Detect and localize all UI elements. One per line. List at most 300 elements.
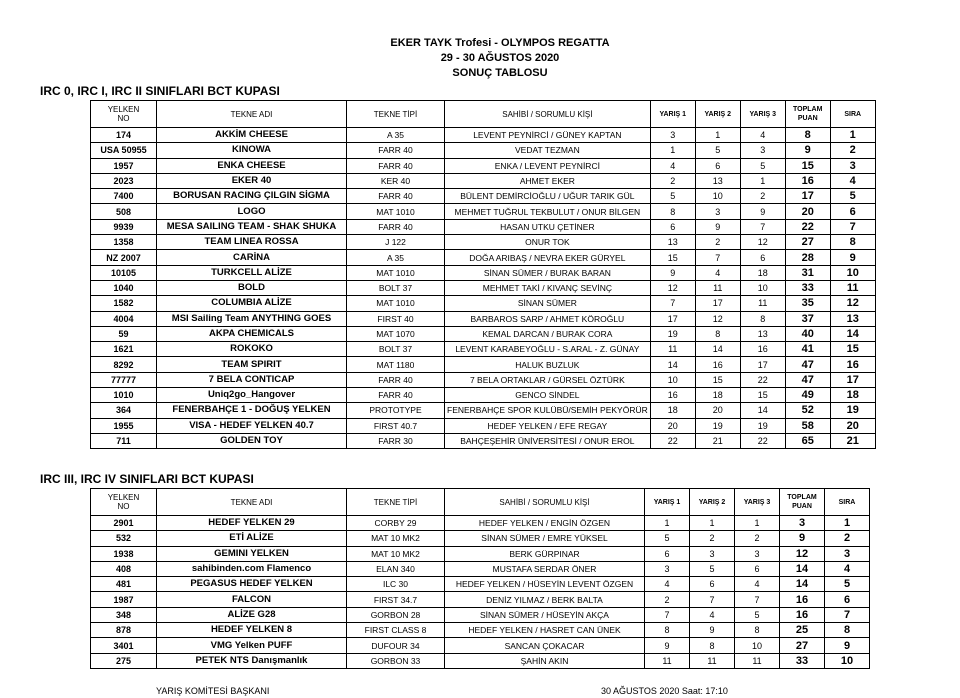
race-3: 14: [740, 403, 785, 418]
race-2: 7: [690, 592, 735, 607]
position: 3: [825, 546, 870, 561]
boat-type: GORBON 28: [347, 607, 445, 622]
race-2: 8: [695, 326, 740, 341]
owner: SİNAN SÜMER / BURAK BARAN: [445, 265, 651, 280]
sail-no: 711: [91, 433, 157, 448]
sail-no: 348: [91, 607, 157, 622]
col-boat-type: [347, 489, 445, 516]
boat-type: MAT 1180: [347, 357, 445, 372]
boat-name: sahibinden.com Flamenco: [157, 561, 347, 576]
owner: ENKA / LEVENT PEYNİRCİ: [445, 158, 651, 173]
table-row: [91, 250, 876, 265]
sail-no: 878: [91, 623, 157, 638]
position: 16: [830, 357, 875, 372]
col-race-3-label: YARIŞ 3: [749, 110, 777, 118]
position: 5: [830, 189, 875, 204]
boat-name: PETEK NTS Danışmanlık: [157, 653, 347, 668]
table-row: [91, 577, 870, 592]
race-2: 4: [690, 607, 735, 622]
total-points: 58: [785, 418, 830, 433]
race-1: 2: [650, 173, 695, 188]
race-3: 4: [740, 128, 785, 143]
doc-title-line1: EKER TAYK Trofesi - OLYMPOS REGATTA: [390, 37, 610, 49]
boat-type: FIRST 40: [347, 311, 445, 326]
col-boat-name-label: TEKNE ADI: [230, 497, 273, 507]
footer-committee: YARIŞ KOMİTESİ BAŞKANI: [156, 686, 270, 696]
section2-title: IRC III, IRC IV SINIFLARI BCT KUPASI: [40, 472, 254, 486]
table-row: [91, 204, 876, 219]
race-1: 13: [650, 235, 695, 250]
table-row: [91, 128, 876, 143]
total-points: 9: [780, 531, 825, 546]
col-boat-name: [157, 489, 347, 516]
boat-name: ENKA CHEESE: [157, 158, 347, 173]
total-points: 28: [785, 250, 830, 265]
owner: LEVENT PEYNİRCİ / GÜNEY KAPTAN: [445, 128, 651, 143]
race-1: 7: [650, 296, 695, 311]
table-row: [91, 561, 870, 576]
race-1: 6: [645, 546, 690, 561]
table-row: [91, 372, 876, 387]
race-1: 2: [645, 592, 690, 607]
table-row: [91, 219, 876, 234]
owner: HEDEF YELKEN / HÜSEYİN LEVENT ÖZGEN: [445, 577, 645, 592]
owner: SİNAN SÜMER / EMRE YÜKSEL: [445, 531, 645, 546]
race-1: 1: [645, 516, 690, 531]
sail-no: 174: [91, 128, 157, 143]
position: 10: [830, 265, 875, 280]
position: 2: [830, 143, 875, 158]
position: 7: [825, 607, 870, 622]
owner: AHMET EKER: [445, 173, 651, 188]
position: 3: [830, 158, 875, 173]
total-points: 17: [785, 189, 830, 204]
col-owner-label: SAHİBİ / SORUMLU KİŞİ: [499, 497, 590, 507]
race-2: 18: [695, 388, 740, 403]
race-3: 10: [740, 280, 785, 295]
race-1: 22: [650, 433, 695, 448]
boat-type: FIRST CLASS 8: [347, 623, 445, 638]
results-table-2: [90, 488, 870, 669]
boat-type: MAT 1010: [347, 204, 445, 219]
position: 18: [830, 388, 875, 403]
race-1: 11: [650, 342, 695, 357]
total-points: 27: [780, 638, 825, 653]
owner: VEDAT TEZMAN: [445, 143, 651, 158]
position: 5: [825, 577, 870, 592]
boat-type: MAT 1010: [347, 296, 445, 311]
col-race-2-label: YARIŞ 2: [704, 110, 732, 118]
race-2: 14: [695, 342, 740, 357]
race-1: 9: [645, 638, 690, 653]
owner: BÜLENT DEMİRCİOĞLU / UĞUR TARIK GÜL: [445, 189, 651, 204]
col-sail-no-label: YELKEN: [107, 493, 140, 502]
position: 21: [830, 433, 875, 448]
total-points: 52: [785, 403, 830, 418]
boat-type: MAT 10 MK2: [347, 546, 445, 561]
race-2: 9: [695, 219, 740, 234]
doc-title-line3: SONUÇ TABLOSU: [452, 67, 548, 79]
race-2: 2: [695, 235, 740, 250]
col-sail-no: [91, 101, 157, 128]
total-points: 3: [780, 516, 825, 531]
col-boat-type-label: TEKNE TİPİ: [373, 497, 418, 507]
owner: DENİZ YILMAZ / BERK BALTA: [445, 592, 645, 607]
race-2: 2: [690, 531, 735, 546]
col-owner: [445, 101, 651, 128]
position: 14: [830, 326, 875, 341]
boat-type: FARR 40: [347, 189, 445, 204]
sail-no: 532: [91, 531, 157, 546]
race-3: 18: [740, 265, 785, 280]
race-3: 2: [740, 189, 785, 204]
race-1: 1: [650, 143, 695, 158]
position: 4: [825, 561, 870, 576]
table-row: [91, 143, 876, 158]
race-1: 14: [650, 357, 695, 372]
race-2: 11: [690, 653, 735, 668]
race-2: 8: [690, 638, 735, 653]
boat-name: ROKOKO: [157, 342, 347, 357]
sail-no: 3401: [91, 638, 157, 653]
boat-name: VISA - HEDEF YELKEN 40.7: [157, 418, 347, 433]
results-table-1: [90, 100, 876, 449]
sail-no: 1955: [91, 418, 157, 433]
sail-no: 9939: [91, 219, 157, 234]
boat-type: A 35: [347, 250, 445, 265]
total-points: 33: [785, 280, 830, 295]
table-row: [91, 531, 870, 546]
race-3: 9: [740, 204, 785, 219]
position: 13: [830, 311, 875, 326]
boat-name: ETİ ALİZE: [157, 531, 347, 546]
race-3: 1: [735, 516, 780, 531]
sail-no: 10105: [91, 265, 157, 280]
sail-no: 275: [91, 653, 157, 668]
header-row: [91, 489, 870, 516]
race-2: 15: [695, 372, 740, 387]
sail-no: 1582: [91, 296, 157, 311]
owner: HEDEF YELKEN / ENGİN ÖZGEN: [445, 516, 645, 531]
boat-name: LOGO: [157, 204, 347, 219]
race-2: 1: [690, 516, 735, 531]
boat-name: PEGASUS HEDEF YELKEN: [157, 577, 347, 592]
table-row: [91, 235, 876, 250]
total-points: 16: [780, 607, 825, 622]
sail-no: 1621: [91, 342, 157, 357]
boat-type: MAT 1070: [347, 326, 445, 341]
race-3: 7: [740, 219, 785, 234]
boat-name: VMG Yelken PUFF: [157, 638, 347, 653]
race-1: 11: [645, 653, 690, 668]
total-points: 22: [785, 219, 830, 234]
sail-no: 2901: [91, 516, 157, 531]
boat-type: FARR 40: [347, 372, 445, 387]
race-3: 22: [740, 433, 785, 448]
boat-type: FARR 40: [347, 219, 445, 234]
race-1: 19: [650, 326, 695, 341]
race-2: 6: [695, 158, 740, 173]
col-owner: [445, 489, 645, 516]
position: 8: [825, 623, 870, 638]
race-3: 11: [740, 296, 785, 311]
col-race-1-label: YARIŞ 1: [653, 498, 681, 506]
boat-type: FARR 40: [347, 158, 445, 173]
col-position: [830, 101, 875, 128]
race-2: 9: [690, 623, 735, 638]
table-row: [91, 173, 876, 188]
owner: KEMAL DARCAN / BURAK CORA: [445, 326, 651, 341]
boat-name: KINOWA: [157, 143, 347, 158]
owner: SANCAN ÇOKACAR: [445, 638, 645, 653]
position: 1: [830, 128, 875, 143]
table-row: [91, 653, 870, 668]
race-2: 10: [695, 189, 740, 204]
col-race-2-label: YARIŞ 2: [698, 498, 726, 506]
race-3: 2: [735, 531, 780, 546]
boat-name: ALİZE G28: [157, 607, 347, 622]
position: 12: [830, 296, 875, 311]
race-3: 8: [735, 623, 780, 638]
boat-name: AKPA CHEMICALS: [157, 326, 347, 341]
col-boat-name: [157, 101, 347, 128]
total-points: 14: [780, 577, 825, 592]
total-points: 27: [785, 235, 830, 250]
boat-type: CORBY 29: [347, 516, 445, 531]
boat-type: BOLT 37: [347, 280, 445, 295]
total-points: 35: [785, 296, 830, 311]
race-2: 7: [695, 250, 740, 265]
race-2: 13: [695, 173, 740, 188]
race-1: 5: [645, 531, 690, 546]
position: 9: [830, 250, 875, 265]
table-row: [91, 388, 876, 403]
sail-no: 4004: [91, 311, 157, 326]
col-position: [825, 489, 870, 516]
boat-name: GEMINI YELKEN: [157, 546, 347, 561]
boat-name: MSI Sailing Team ANYTHING GOES: [157, 311, 347, 326]
owner: BAHÇEŞEHİR ÜNİVERSİTESİ / ONUR EROL: [445, 433, 651, 448]
owner: HASAN UTKU ÇETİNER: [445, 219, 651, 234]
position: 7: [830, 219, 875, 234]
position: 6: [830, 204, 875, 219]
race-1: 16: [650, 388, 695, 403]
race-2: 3: [690, 546, 735, 561]
race-1: 5: [650, 189, 695, 204]
race-3: 3: [740, 143, 785, 158]
total-points: 47: [785, 372, 830, 387]
position: 2: [825, 531, 870, 546]
sail-no: 1987: [91, 592, 157, 607]
owner: BARBAROS SARP / AHMET KÖROĞLU: [445, 311, 651, 326]
race-1: 4: [650, 158, 695, 173]
col-race-2: [690, 489, 735, 516]
total-points: 12: [780, 546, 825, 561]
sail-no: NZ 2007: [91, 250, 157, 265]
owner: 7 BELA ORTAKLAR / GÜRSEL ÖZTÜRK: [445, 372, 651, 387]
race-1: 12: [650, 280, 695, 295]
col-position-label: SIRA: [838, 498, 856, 506]
sail-no: 1358: [91, 235, 157, 250]
boat-type: ILC 30: [347, 577, 445, 592]
total-points: 41: [785, 342, 830, 357]
total-points: 65: [785, 433, 830, 448]
race-3: 5: [740, 158, 785, 173]
owner: GENCO SİNDEL: [445, 388, 651, 403]
position: 17: [830, 372, 875, 387]
boat-name: MESA SAILING TEAM - SHAK SHUKA: [157, 219, 347, 234]
total-points: 9: [785, 143, 830, 158]
boat-name: TURKCELL ALİZE: [157, 265, 347, 280]
boat-name: HEDEF YELKEN 8: [157, 623, 347, 638]
owner: MEHMET TUĞRUL TEKBULUT / ONUR BİLGEN: [445, 204, 651, 219]
race-1: 17: [650, 311, 695, 326]
race-3: 6: [740, 250, 785, 265]
table-row: [91, 357, 876, 372]
sail-no: 59: [91, 326, 157, 341]
col-sail-no: [91, 489, 157, 516]
table-row: [91, 433, 876, 448]
boat-type: FARR 40: [347, 143, 445, 158]
table-row: [91, 342, 876, 357]
sail-no: 8292: [91, 357, 157, 372]
col-total-label: PUAN: [792, 503, 812, 510]
boat-type: J 122: [347, 235, 445, 250]
boat-type: MAT 10 MK2: [347, 531, 445, 546]
position: 1: [825, 516, 870, 531]
race-2: 6: [690, 577, 735, 592]
col-boat-type-label: TEKNE TİPİ: [373, 109, 418, 119]
boat-name: Uniq2go_Hangover: [157, 388, 347, 403]
table-row: [91, 311, 876, 326]
race-1: 3: [645, 561, 690, 576]
total-points: 49: [785, 388, 830, 403]
sail-no: 1040: [91, 280, 157, 295]
race-2: 5: [695, 143, 740, 158]
race-1: 8: [650, 204, 695, 219]
boat-type: FARR 40: [347, 388, 445, 403]
table-row: [91, 296, 876, 311]
boat-type: MAT 1010: [347, 265, 445, 280]
race-3: 10: [735, 638, 780, 653]
col-race-2: [695, 101, 740, 128]
boat-type: KER 40: [347, 173, 445, 188]
race-3: 16: [740, 342, 785, 357]
race-3: 17: [740, 357, 785, 372]
owner: HEDEF YELKEN / EFE REGAY: [445, 418, 651, 433]
position: 9: [825, 638, 870, 653]
race-1: 8: [645, 623, 690, 638]
owner: DOĞA ARIBAŞ / NEVRA EKER GÜRYEL: [445, 250, 651, 265]
race-2: 1: [695, 128, 740, 143]
race-3: 12: [740, 235, 785, 250]
race-3: 8: [740, 311, 785, 326]
sail-no: 1938: [91, 546, 157, 561]
sail-no: USA 50955: [91, 143, 157, 158]
table-row: [91, 516, 870, 531]
boat-name: AKKİM CHEESE: [157, 128, 347, 143]
col-boat-name-label: TEKNE ADI: [230, 109, 273, 119]
col-race-3-label: YARIŞ 3: [743, 498, 771, 506]
race-2: 17: [695, 296, 740, 311]
owner: HEDEF YELKEN / HASRET CAN ÜNEK: [445, 623, 645, 638]
col-total-label: TOPLAM: [787, 494, 817, 501]
col-race-1-label: YARIŞ 1: [659, 110, 687, 118]
col-race-1: [645, 489, 690, 516]
total-points: 16: [785, 173, 830, 188]
table-row: [91, 418, 876, 433]
position: 4: [830, 173, 875, 188]
col-total-label: TOPLAM: [793, 106, 823, 113]
sail-no: 2023: [91, 173, 157, 188]
table-row: [91, 280, 876, 295]
race-3: 13: [740, 326, 785, 341]
boat-name: EKER 40: [157, 173, 347, 188]
table-row: [91, 326, 876, 341]
total-points: 14: [780, 561, 825, 576]
race-1: 7: [645, 607, 690, 622]
position: 19: [830, 403, 875, 418]
race-1: 18: [650, 403, 695, 418]
boat-name: TEAM LINEA ROSSA: [157, 235, 347, 250]
race-1: 15: [650, 250, 695, 265]
total-points: 16: [780, 592, 825, 607]
race-3: 19: [740, 418, 785, 433]
boat-name: FENERBAHÇE 1 - DOĞUŞ YELKEN: [157, 403, 347, 418]
race-3: 6: [735, 561, 780, 576]
col-sail-no-label: YELKEN: [107, 105, 140, 114]
total-points: 47: [785, 357, 830, 372]
owner: HALUK BUZLUK: [445, 357, 651, 372]
col-total: [785, 101, 830, 128]
table-row: [91, 546, 870, 561]
race-2: 3: [695, 204, 740, 219]
boat-name: HEDEF YELKEN 29: [157, 516, 347, 531]
sail-no: 1010: [91, 388, 157, 403]
owner: MUSTAFA SERDAR ÖNER: [445, 561, 645, 576]
boat-type: BOLT 37: [347, 342, 445, 357]
table-row: [91, 403, 876, 418]
col-total: [780, 489, 825, 516]
owner: ŞAHİN AKIN: [445, 653, 645, 668]
col-boat-type: [347, 101, 445, 128]
col-sail-no-label: NO: [117, 502, 130, 511]
race-3: 3: [735, 546, 780, 561]
boat-type: FARR 30: [347, 433, 445, 448]
race-3: 15: [740, 388, 785, 403]
position: 11: [830, 280, 875, 295]
sail-no: 7400: [91, 189, 157, 204]
position: 8: [830, 235, 875, 250]
total-points: 15: [785, 158, 830, 173]
col-owner-label: SAHİBİ / SORUMLU KİŞİ: [502, 109, 593, 119]
table-row: [91, 158, 876, 173]
position: 6: [825, 592, 870, 607]
col-race-1: [650, 101, 695, 128]
position: 10: [825, 653, 870, 668]
total-points: 40: [785, 326, 830, 341]
table-row: [91, 265, 876, 280]
race-3: 22: [740, 372, 785, 387]
boat-name: CARİNA: [157, 250, 347, 265]
race-1: 20: [650, 418, 695, 433]
total-points: 25: [780, 623, 825, 638]
race-2: 5: [690, 561, 735, 576]
race-1: 9: [650, 265, 695, 280]
sail-no: 481: [91, 577, 157, 592]
boat-type: A 35: [347, 128, 445, 143]
owner: SİNAN SÜMER: [445, 296, 651, 311]
